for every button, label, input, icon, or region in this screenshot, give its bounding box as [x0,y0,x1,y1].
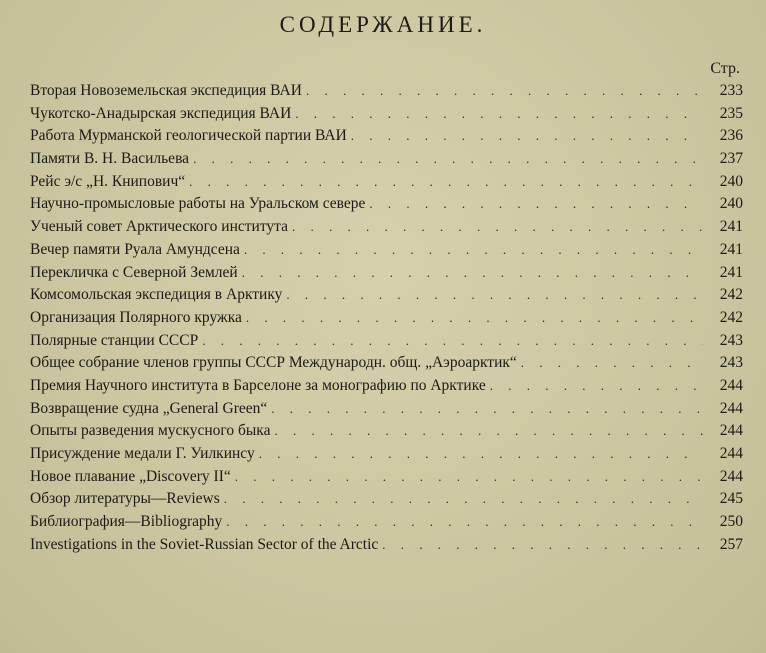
toc-entry [30,125,743,148]
leader-dots [235,466,703,489]
toc-entry-page: 244 [719,399,743,417]
toc-entry [30,443,743,466]
page-column-label: Стр. [710,60,740,77]
toc-entry-title: Возвращение судна „General Green“ [30,399,268,417]
table-of-contents [30,80,743,556]
toc-entry-page: 241 [719,263,743,281]
toc-entry-title: Научно-промысловые работы на Уральском севере [30,195,366,213]
leader-dots [259,443,703,466]
toc-entry [30,352,743,375]
toc-entry [30,488,743,511]
toc-entry-page: 242 [719,308,743,326]
leader-dots [242,262,703,285]
toc-entry [30,534,743,557]
toc-entry-page: 237 [719,150,743,168]
leader-dots [224,488,703,511]
toc-entry-title: Присуждение медали Г. Уилкинсу [30,445,255,462]
toc-entry-page: 243 [719,354,743,372]
toc-entry-page: 242 [719,286,743,304]
leader-dots [286,284,703,307]
leader-dots [226,511,703,534]
toc-entry-title: Премия Научного института в Барселоне за монографию по Арктике [30,376,486,394]
toc-entry-title: Опыты разведения мускусного быка [30,422,271,440]
toc-entry-title: Комсомольская экспедиция в Арктику [30,286,283,304]
toc-entry-title: Библиография—Bibliography [30,513,223,531]
toc-entry [30,420,743,443]
toc-entry-page: 236 [719,127,743,145]
leader-dots [271,398,703,421]
toc-entry [30,193,743,216]
leader-dots [244,239,703,262]
leader-dots [351,125,703,148]
toc-entry-title: Ученый совет Арктического института [30,218,288,236]
toc-entry-page: 244 [719,422,743,440]
toc-entry-page: 240 [719,172,743,190]
toc-entry-page: 245 [719,490,743,508]
toc-entry [30,80,743,103]
toc-entry-page: 235 [719,104,743,122]
toc-entry [30,375,743,398]
toc-entry-title: Перекличка с Северной Землей [30,263,238,281]
toc-entry [30,239,743,262]
toc-entry-title: Рейс э/с „Н. Книпович“ [30,172,186,190]
toc-entry-page: 244 [719,467,743,485]
leader-dots [246,307,703,330]
leader-dots [306,80,703,103]
toc-entry-page: 241 [719,240,743,258]
toc-entry [30,511,743,534]
toc-entry [30,216,743,239]
toc-entry [30,466,743,489]
toc-entry-title: Работа Мурманской геологической партии ВАИ [30,127,347,145]
leader-dots [490,375,703,398]
leader-dots [521,352,703,375]
toc-entry [30,284,743,307]
toc-entry-title: Памяти В. Н. Васильева [30,150,190,168]
leader-dots [274,420,703,443]
toc-entry-title: Обзор литературы—Reviews [30,490,220,508]
toc-entry-title: Investigations in the Soviet-Russian Sector of the Arctic [30,535,379,553]
toc-entry-title: Общее собрание членов группы СССР Международн. общ. „Аэроарктик“ [30,354,517,372]
toc-entry-page: 244 [719,376,743,394]
toc-entry-title: Полярные станции СССР [30,331,199,349]
leader-dots [189,171,703,194]
toc-entry-title: Чукотско-Анадырская экспедиция ВАИ [30,104,292,122]
toc-entry-title: Вечер памяти Руала Амундсена [30,240,240,258]
toc-entry [30,148,743,171]
toc-entry [30,103,743,126]
toc-entry-page: 250 [719,513,743,531]
toc-entry-title: Новое плавание „Discovery II“ [30,467,231,485]
toc-entry [30,398,743,421]
page-title: СОДЕРЖАНИЕ. [279,12,487,37]
toc-entry-page: 244 [719,445,743,462]
toc-entry-page: 233 [719,82,743,99]
toc-entry [30,330,743,353]
leader-dots [382,534,703,557]
toc-entry-title: Организация Полярного кружка [30,308,242,326]
toc-entry [30,171,743,194]
toc-entry-page: 241 [719,218,743,236]
toc-entry [30,262,743,285]
toc-entry-page: 243 [719,331,743,349]
toc-entry-page: 240 [719,195,743,213]
leader-dots [295,103,703,126]
toc-entry-title: Вторая Новоземельская экспедиция ВАИ [30,82,302,99]
leader-dots [202,330,703,353]
leader-dots [369,193,703,216]
leader-dots [193,148,703,171]
toc-entry [30,307,743,330]
toc-entry-page: 257 [719,535,743,553]
leader-dots [292,216,703,239]
